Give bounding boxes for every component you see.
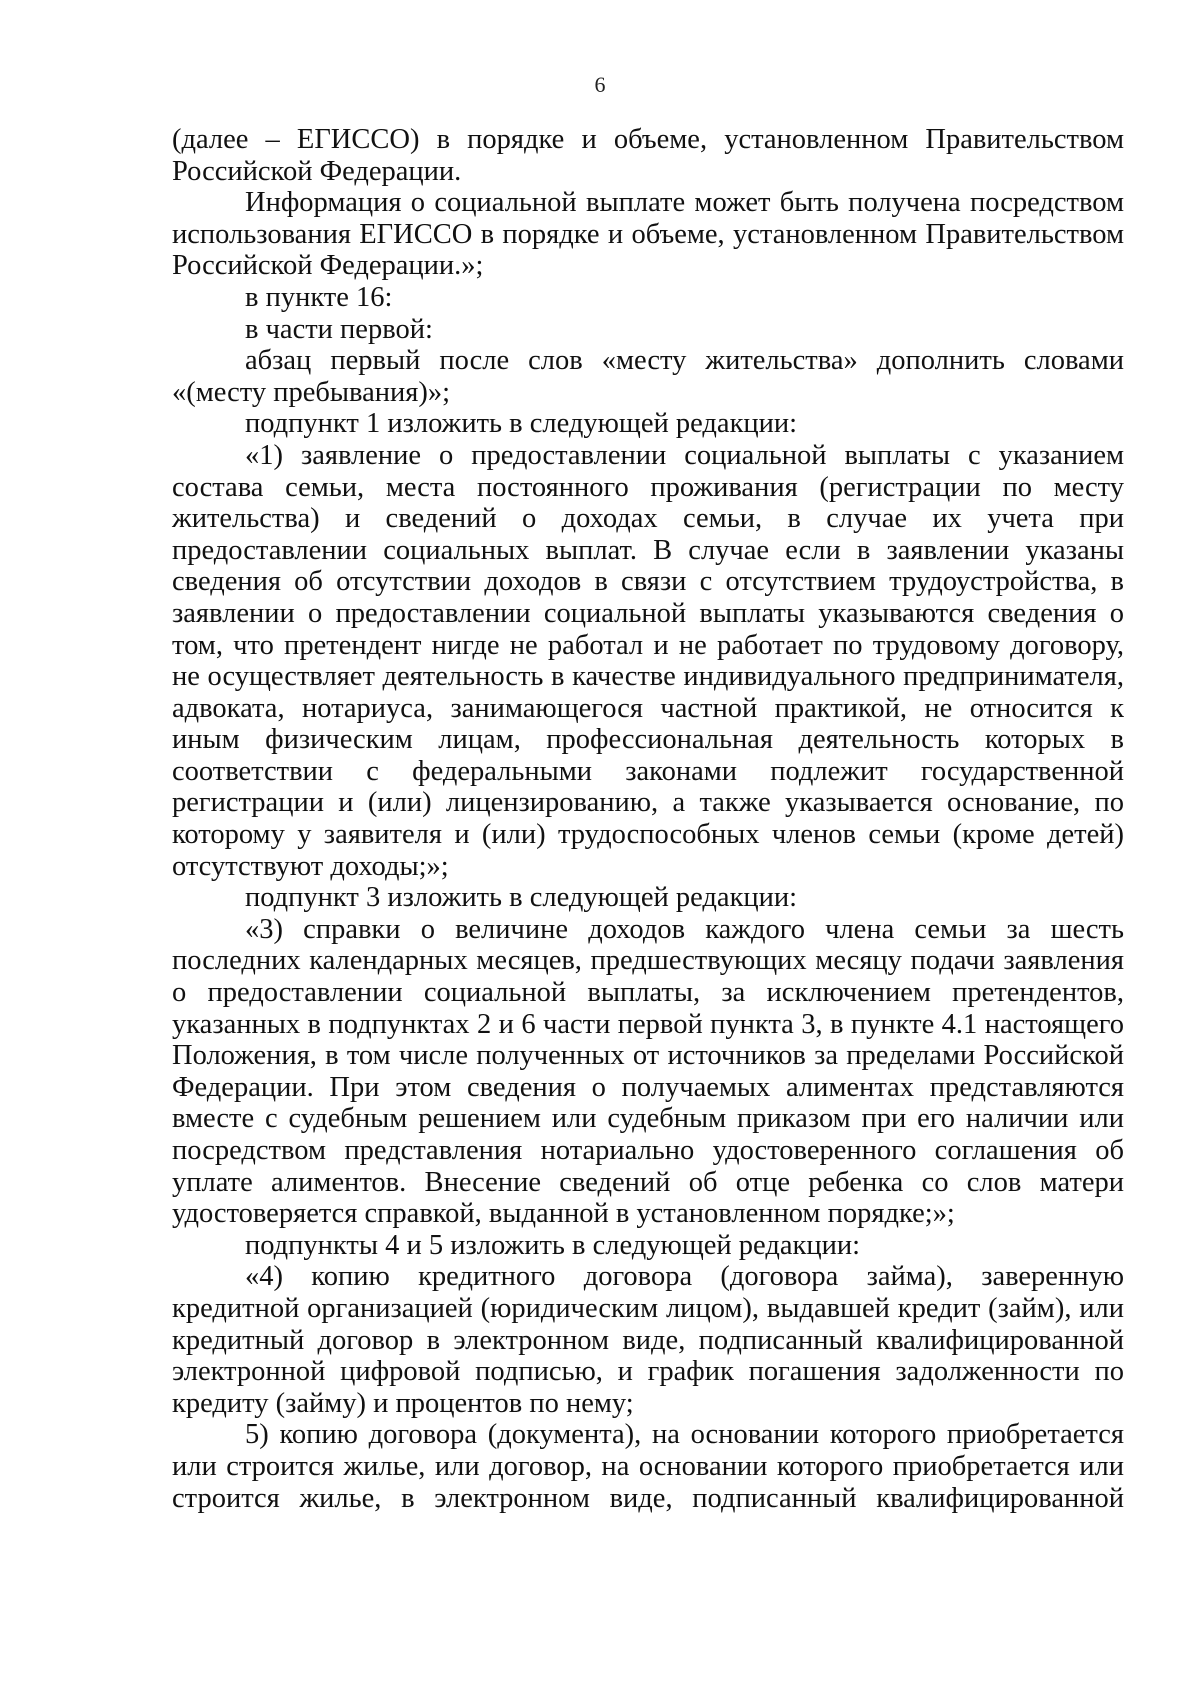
document-body <box>172 124 1124 1514</box>
paragraph: подпункт 1 изложить в следующей редакции: <box>245 408 798 440</box>
paragraph: «1) заявление о предоставлении социальной выплаты с указанием состава семьи, места постоянного проживания (регистрации по месту жительства) и сведений о доходах семьи, в случае их учета при предоставлении социальных выплат. В случае если в заявлении указаны сведения об отсутствии доходов в связи с отсутствием трудоустройства, в заявлении о предоставлении социальной выплаты указываются сведения о том, что претендент нигде не работал и не работает по трудовому договору, не осуществляет деятельность в качестве индивидуального предпринимателя, адвоката, нотариуса, занимающегося частной практикой, не относится к иным физическим лицам, профессиональная деятельность которых в соответствии с федеральными законами подлежит государственной регистрации и (или) лицензированию, а также указывается основание, по которому у заявителя и (или) трудоспособных членов семьи (кроме детей) отсутствуют доходы;»; <box>172 439 1124 882</box>
paragraph: «4) копию кредитного договора (договора займа), заверенную кредитной организацией (юридическим лицом), выдавшей кредит (займ), или кредитный договор в электронном виде, подписанный квалифицированной электронной цифровой подписью, и график погашения задолженности по кредиту (займу) и процентов по нему; <box>172 1261 1124 1419</box>
paragraph: (далее – ЕГИССО) в порядке и объеме, установленном Правительством Российской Федерации. <box>172 124 1124 187</box>
paragraph: Информация о социальной выплате может быть получена посредством использования ЕГИССО в порядке и объеме, установленном Правительством Российской Федерации.»; <box>172 187 1124 282</box>
paragraph: «3) справки о величине доходов каждого члена семьи за шесть последних календарных месяцев, предшествующих месяцу подачи заявления о предоставлении социальной выплаты, за исключением претендентов, указанных в подпунктах 2 и 6 части первой пункта 3, в пункте 4.1 настоящего Положения, в том числе полученных от источников за пределами Российской Федерации. При этом сведения о получаемых алиментах представляются вместе с судебным решением или судебным приказом при его наличии или посредством представления нотариально удостоверенного соглашения об уплате алиментов. Внесение сведений об отце ребенка со слов матери удостоверяется справкой, выданной в установленном порядке;»; <box>172 913 1124 1230</box>
page-number: 6 <box>594 72 606 97</box>
paragraph: в части первой: <box>245 313 433 345</box>
paragraph: в пункте 16: <box>245 281 393 313</box>
paragraph: подпункты 4 и 5 изложить в следующей редакции: <box>245 1229 860 1261</box>
paragraph: абзац первый после слов «месту жительства» дополнить словами «(месту пребывания)»; <box>172 345 1124 408</box>
paragraph: подпункт 3 изложить в следующей редакции: <box>245 882 798 914</box>
paragraph: 5) копию договора (документа), на основании которого приобретается или строится жилье, или договор, на основании которого приобретается или строится жилье, в электронном виде, подписанный квалифицированной <box>172 1419 1124 1514</box>
